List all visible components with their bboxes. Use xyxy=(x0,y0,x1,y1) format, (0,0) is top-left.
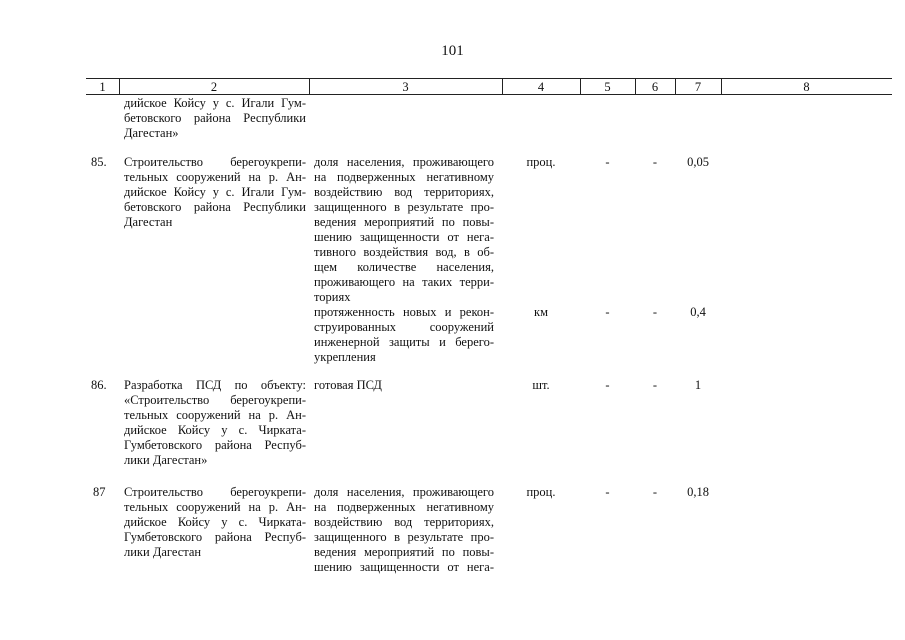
row-name-line: дийское Койсу у с. Игали Гум- xyxy=(124,185,306,199)
indicator-line: проживающего на таких терри- xyxy=(314,275,494,289)
column-header-3: 3 xyxy=(402,80,409,94)
table-header-top-border xyxy=(86,78,892,79)
row-name-line: Строительство берегоукрепи- xyxy=(124,485,306,499)
indicator-line: ведения мероприятий по повы- xyxy=(314,545,494,559)
row-name-line: Гумбетовского района Респуб- xyxy=(124,438,306,452)
unit-cell: проц. xyxy=(526,155,556,169)
row-name-line: тельных сооружений на р. Ан- xyxy=(124,500,306,514)
column-header-1: 1 xyxy=(99,80,106,94)
row-name-line: Строительство берегоукрепи- xyxy=(124,155,306,169)
value-col7: 0,18 xyxy=(687,485,709,499)
row-number: 86. xyxy=(91,378,107,392)
indicator-line: доля населения, проживающего xyxy=(314,155,494,169)
value-col7: 1 xyxy=(694,378,702,392)
continuation-line: бетовского района Республики xyxy=(124,111,306,125)
value-col6: - xyxy=(652,378,658,392)
value-col6: - xyxy=(652,305,658,319)
continuation-line: дийское Койсу у с. Игали Гум- xyxy=(124,96,306,110)
unit-cell: проц. xyxy=(526,485,556,499)
row-name-line: дийское Койсу у с. Чирката- xyxy=(124,423,306,437)
column-header-8: 8 xyxy=(803,80,810,94)
row-name-line: тельных сооружений на р. Ан- xyxy=(124,170,306,184)
indicator-line: шению защищенности от нега- xyxy=(314,230,494,244)
value-col5: - xyxy=(605,155,610,169)
indicator-line: воздействию вод территориях, xyxy=(314,185,494,199)
indicator-line: тивного воздействия вод, в об- xyxy=(314,245,494,259)
indicator-line: инженерной защиты и берего- xyxy=(314,335,494,349)
indicator-line: ведения мероприятий по повы- xyxy=(314,215,494,229)
indicator-line: протяженность новых и рекон- xyxy=(314,305,494,319)
indicator-line: щем количестве населения, xyxy=(314,260,494,274)
column-header-2: 2 xyxy=(210,80,218,94)
row-number: 87 xyxy=(93,485,106,499)
indicator-line: ториях xyxy=(314,290,351,304)
indicator-line: на подверженных негативному xyxy=(314,500,494,514)
indicator-line: на подверженных негативному xyxy=(314,170,494,184)
indicator-line: готовая ПСД xyxy=(314,378,382,392)
value-col5: - xyxy=(605,378,610,392)
unit-cell: км xyxy=(534,305,548,319)
page-number: 101 xyxy=(441,43,464,59)
indicator-line: защищенного в результате про- xyxy=(314,200,494,214)
indicator-line: струированных сооружений xyxy=(314,320,494,334)
row-name-line: тельных сооружений на р. Ан- xyxy=(124,408,306,422)
value-col6: - xyxy=(652,155,658,169)
column-header-5: 5 xyxy=(604,80,611,94)
row-name-line: лики Дагестан xyxy=(124,545,202,559)
row-name-line: Разработка ПСД по объекту: xyxy=(124,378,306,392)
continuation-line: Дагестан» xyxy=(124,126,179,140)
indicator-line: воздействию вод территориях, xyxy=(314,515,494,529)
row-number: 85. xyxy=(91,155,107,169)
row-name-line: бетовского района Республики xyxy=(124,200,306,214)
row-name-line: Гумбетовского района Респуб- xyxy=(124,530,306,544)
indicator-line: доля населения, проживающего xyxy=(314,485,494,499)
column-header-6: 6 xyxy=(651,80,659,94)
row-name-line: «Строительство берегоукрепи- xyxy=(124,393,306,407)
row-name-line: Дагестан xyxy=(124,215,173,229)
unit-cell: шт. xyxy=(532,378,550,392)
indicator-line: защищенного в результате про- xyxy=(314,530,494,544)
value-col5: - xyxy=(605,305,610,319)
value-col5: - xyxy=(605,485,610,499)
value-col7: 0,05 xyxy=(687,155,709,169)
indicator-line: укрепления xyxy=(314,350,376,364)
row-name-line: дийское Койсу у с. Чирката- xyxy=(124,515,306,529)
column-header-4: 4 xyxy=(537,80,545,94)
value-col6: - xyxy=(652,485,658,499)
value-col7: 0,4 xyxy=(690,305,706,319)
indicator-line: шению защищенности от нега- xyxy=(314,560,494,574)
column-header-7: 7 xyxy=(694,80,702,94)
row-name-line: лики Дагестан» xyxy=(124,453,208,467)
